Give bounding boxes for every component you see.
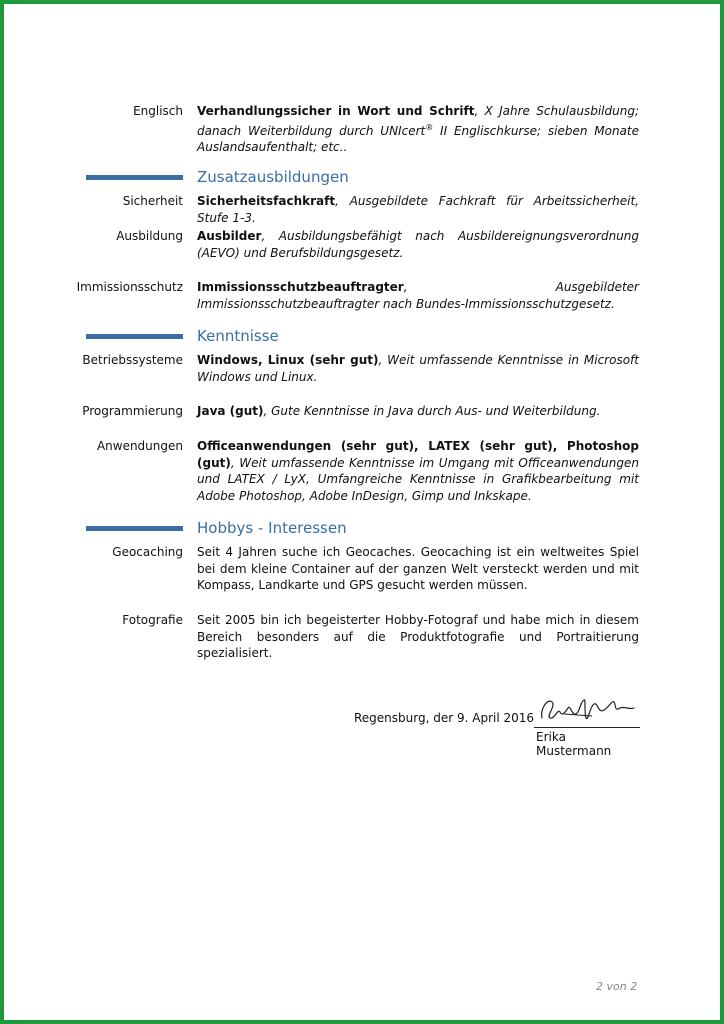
entry-body: Seit 4 Jahren suche ich Geocaches. Geocaching ist ein weltweites Spiel bei dem kleine Container auf der ganzen Welt versteckt werden und mit Kompass, Landkarte und GPS gesucht werden müssen. [197, 545, 639, 592]
section-title: Kenntnisse [197, 327, 279, 345]
entry-title: Verhandlungssicher in Wort und Schrift [197, 104, 475, 118]
entry-label: Betriebssysteme [82, 353, 183, 367]
signature-block [354, 694, 640, 758]
section-bar [86, 526, 183, 531]
place-date: Regensburg, der 9. April 2016 [354, 711, 535, 725]
entry-text: / LyX, Umfangreiche Kenntnisse in Grafikbearbeitung mit Adobe Photoshop, Adobe InDesign, Gimp und Inkskape. [197, 472, 639, 503]
entry-body [197, 352, 639, 385]
section-title: Hobbys - Interessen [197, 519, 347, 537]
entry-body [197, 193, 639, 226]
section-hobbys [4, 518, 720, 540]
entry-text: , Ausbildungsbefähigt nach Ausbildereignungsverordnung (AEVO) und Berufsbildungsgesetz. [197, 229, 639, 260]
entry-title: Windows, Linux (sehr gut) [197, 353, 379, 367]
entry-label: Englisch [133, 104, 183, 118]
section-title: Zusatzausbildungen [197, 168, 349, 186]
entry-text: , Gute Kenntnisse in Java durch Aus- und Weiterbildung. [263, 404, 601, 418]
section-zusatzausbildungen [4, 167, 720, 189]
page-number: 2 von 2 [596, 980, 638, 993]
entry-text: , Ausgebildete Fachkraft für Arbeitssicherheit, Stufe 1-3. [197, 194, 639, 225]
entry-text: , Ausgebildeter Immissionsschutzbeauftragter nach Bundes-Immissionsschutzgesetz. [197, 280, 639, 311]
entry-body [197, 403, 639, 420]
entry-label: Immissionsschutz [76, 280, 183, 294]
entry-text: , X Jahre Schulausbildung; danach Weiterbildung durch UNIcert [197, 104, 639, 138]
section-bar [86, 175, 183, 180]
entry-title: Officeanwendungen (sehr gut), [197, 439, 429, 453]
entry-body [197, 438, 639, 504]
signature-name: Erika Mustermann [536, 730, 612, 758]
entry-body [197, 279, 639, 312]
signature-line [534, 727, 640, 728]
latex-logo: LATEX [428, 439, 470, 453]
entry-label: Geocaching [112, 545, 183, 559]
entry-text: , Weit umfassende Kenntnisse in Microsoft Windows und Linux. [197, 353, 639, 384]
entry-label: Fotografie [122, 613, 183, 627]
registered-mark: ® [425, 122, 434, 132]
entry-label: Ausbildung [116, 229, 183, 243]
handwritten-signature [534, 694, 640, 726]
latex-logo: LATEX [227, 472, 265, 486]
entry-title: Sicherheitsfachkraft [197, 194, 336, 208]
entry-label: Anwendungen [96, 439, 183, 453]
entry-title: (sehr gut), Photoshop (gut) [197, 439, 639, 470]
entry-title: Java (gut) [197, 404, 264, 418]
entry-text: II Englischkurse; sieben Monate Auslandsaufenthalt; etc.. [197, 123, 640, 154]
entry-title: Immissionsschutzbeauftragter [197, 280, 404, 294]
entry-label: Sicherheit [122, 194, 183, 208]
entry-label: Programmierung [82, 404, 183, 418]
entry-text: , Weit umfassende Kenntnisse im Umgang mit Officeanwendungen und [197, 455, 639, 486]
section-bar [86, 334, 183, 339]
section-kenntnisse [4, 326, 720, 348]
entry-body: Seit 2005 bin ich begeisterter Hobby-Fotograf und habe mich in diesem Bereich besonders auf die Produktfotografie und Portraitierung spezialisiert. [197, 613, 639, 660]
entry-body [197, 103, 639, 156]
entry-title: Ausbilder [197, 229, 262, 243]
entry-body [197, 228, 639, 261]
